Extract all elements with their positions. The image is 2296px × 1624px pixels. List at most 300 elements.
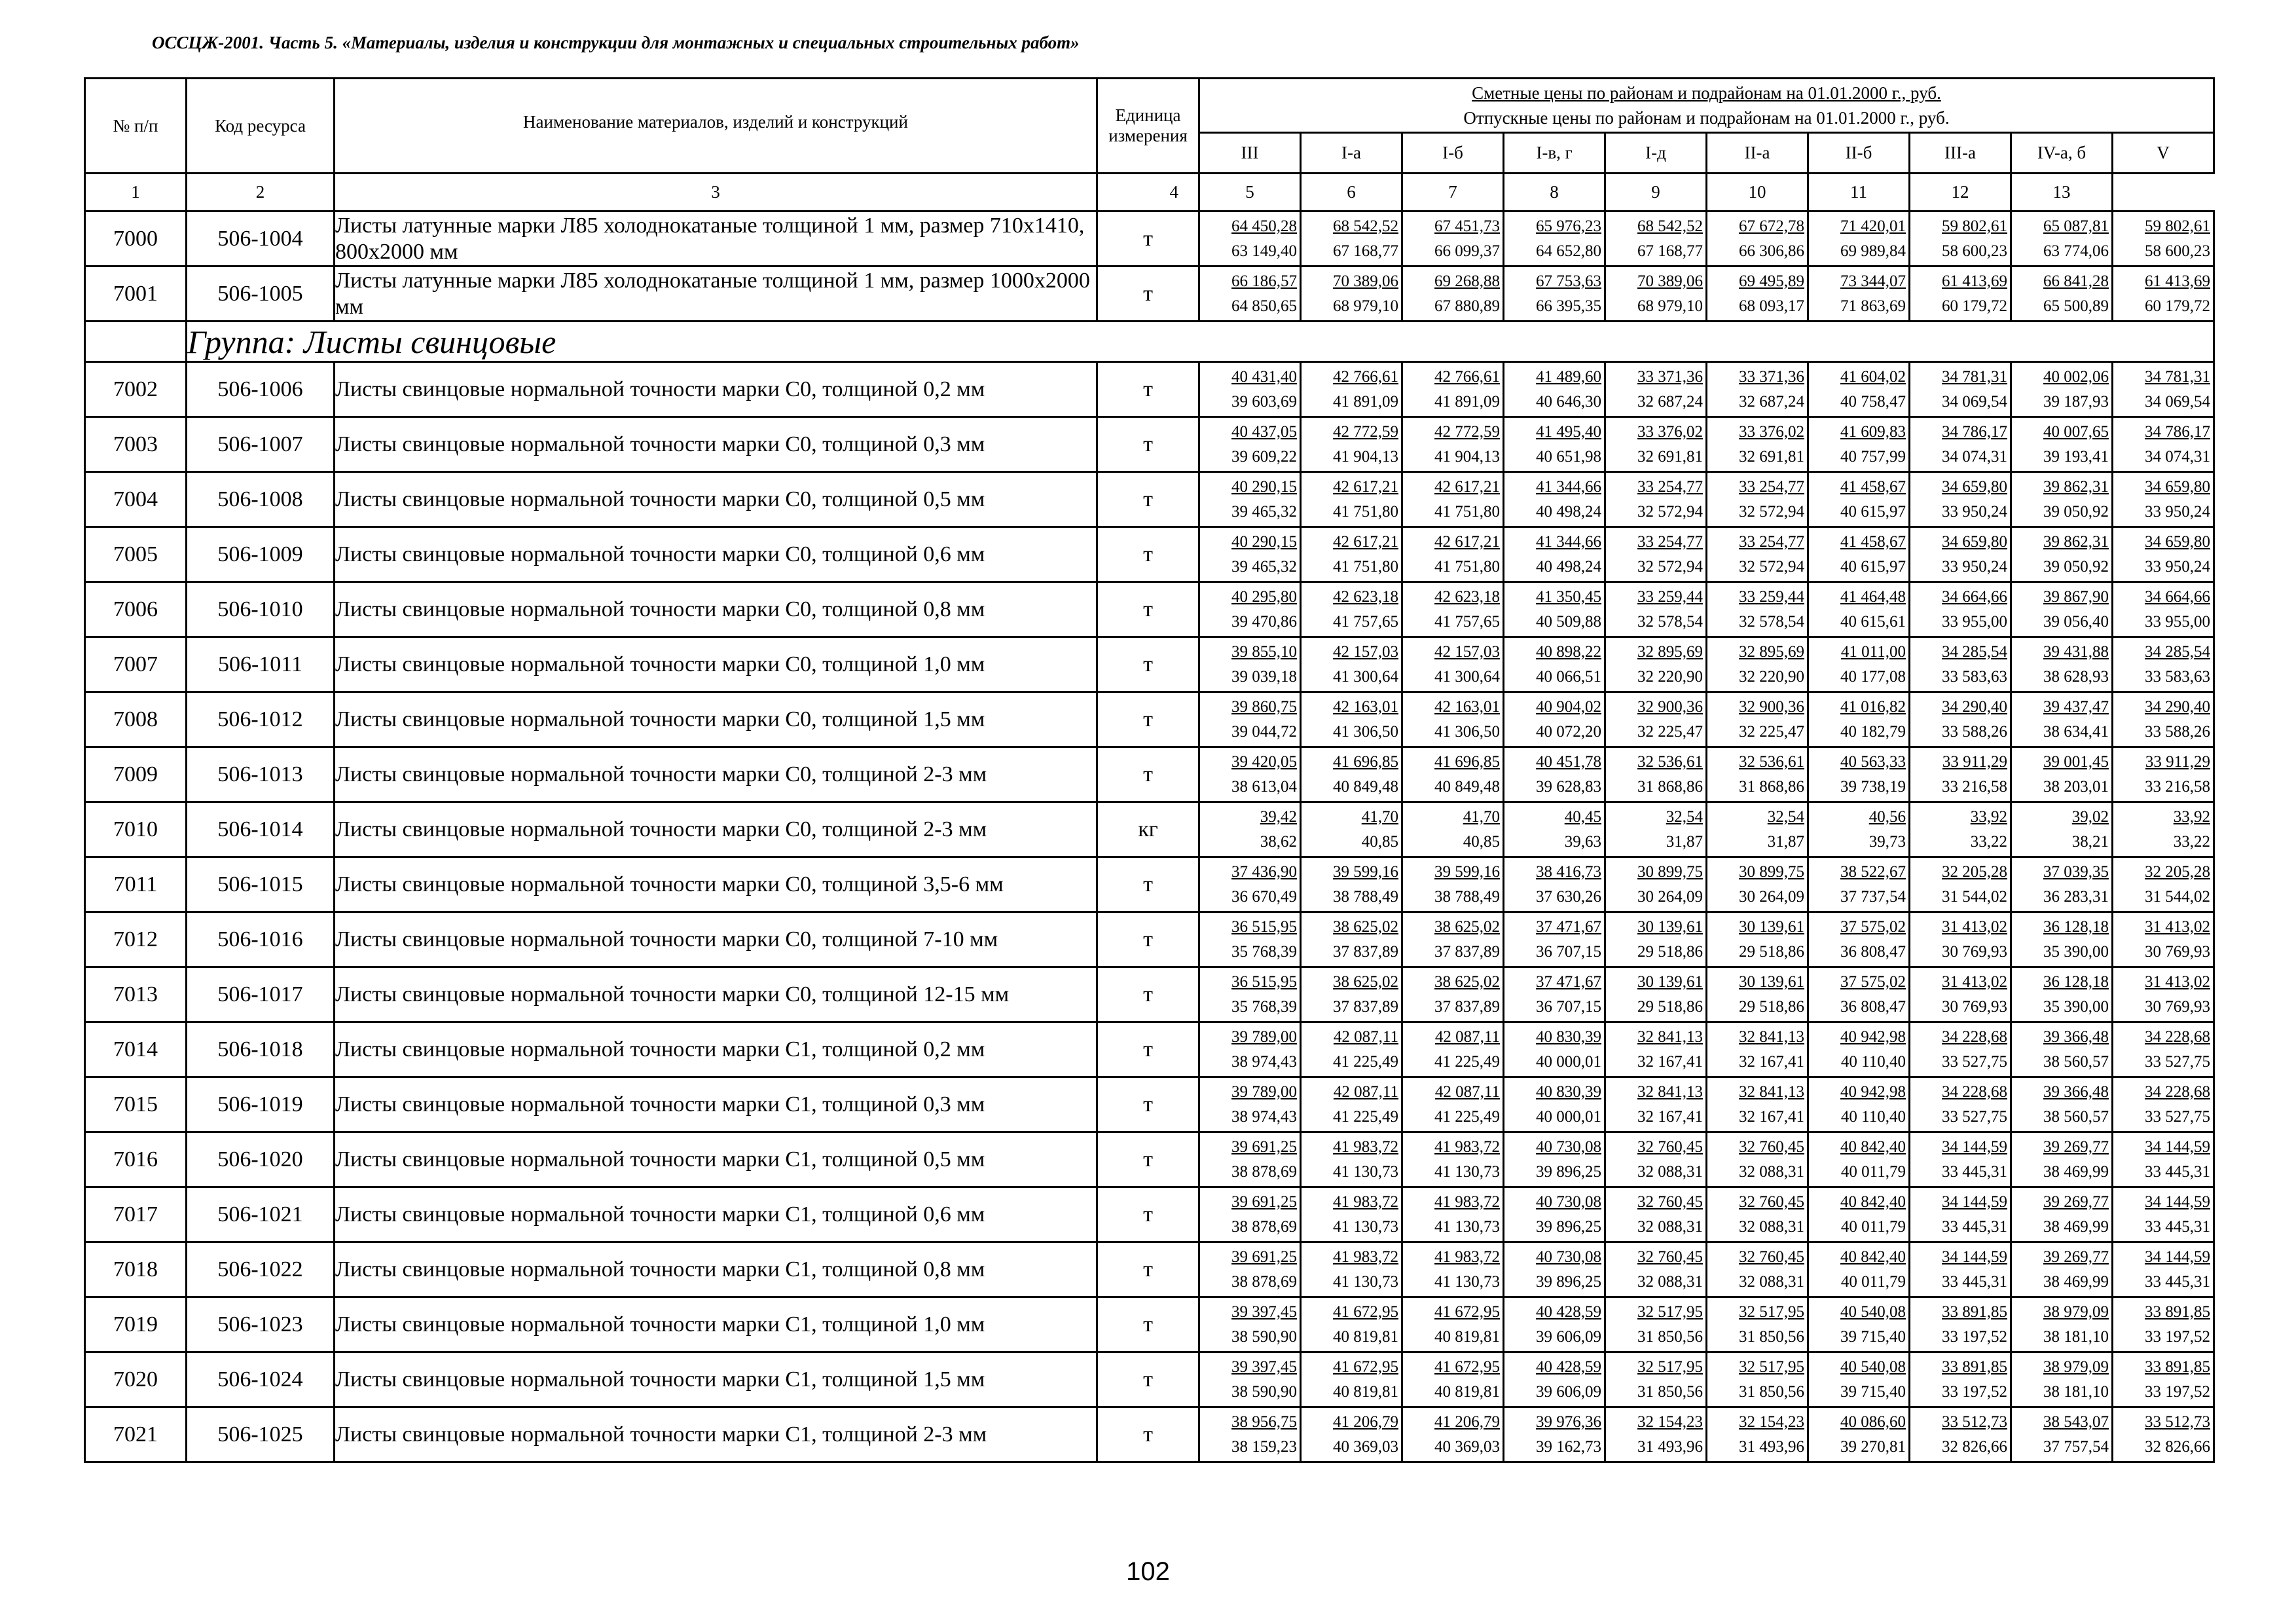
price-cell bbox=[1301, 967, 1402, 1022]
col-header-code: Код ресурса bbox=[187, 79, 335, 174]
estimate-price: 42 623,18 bbox=[1434, 587, 1500, 606]
release-price: 32 572,94 bbox=[1637, 557, 1703, 576]
resource-code: 506-1012 bbox=[187, 692, 335, 747]
estimate-price: 40 904,02 bbox=[1536, 697, 1601, 716]
release-price: 40 819,81 bbox=[1333, 1327, 1398, 1346]
estimate-price: 42 087,11 bbox=[1434, 1027, 1500, 1046]
estimate-price: 71 420,01 bbox=[1840, 217, 1906, 235]
estimate-price: 32 536,61 bbox=[1739, 752, 1804, 771]
release-price: 41 306,50 bbox=[1333, 722, 1398, 741]
release-price: 33 527,75 bbox=[2145, 1107, 2210, 1126]
release-price: 71 863,69 bbox=[1840, 297, 1906, 315]
price-cell bbox=[1301, 472, 1402, 527]
price-cell bbox=[1605, 857, 1707, 912]
price-cell bbox=[1605, 267, 1707, 322]
estimate-price: 39 855,10 bbox=[1231, 642, 1297, 661]
estimate-price: 31 413,02 bbox=[1942, 972, 2007, 991]
release-price: 33 527,75 bbox=[1942, 1107, 2007, 1126]
price-cell bbox=[2011, 692, 2113, 747]
unit-cell: т bbox=[1097, 857, 1199, 912]
release-price: 40 849,48 bbox=[1434, 777, 1500, 796]
release-price: 67 168,77 bbox=[1333, 242, 1398, 260]
estimate-price: 33 512,73 bbox=[1942, 1412, 2007, 1431]
estimate-price: 41 983,72 bbox=[1333, 1247, 1398, 1266]
region-header: I-в, г bbox=[1504, 133, 1605, 174]
price-cell bbox=[1910, 1352, 2011, 1407]
price-cell bbox=[1199, 1352, 1301, 1407]
row-number: 7015 bbox=[85, 1077, 187, 1132]
price-cell bbox=[1199, 267, 1301, 322]
unit-cell: т bbox=[1097, 472, 1199, 527]
estimate-price: 40 540,08 bbox=[1840, 1357, 1906, 1376]
release-price: 37 837,89 bbox=[1333, 997, 1398, 1016]
price-cell bbox=[1707, 967, 1808, 1022]
release-price: 41 130,73 bbox=[1333, 1162, 1398, 1181]
unit-cell: т bbox=[1097, 1187, 1199, 1242]
price-cell bbox=[2113, 527, 2214, 582]
row-number: 7012 bbox=[85, 912, 187, 967]
price-cell bbox=[1301, 802, 1402, 857]
release-price: 38 560,57 bbox=[2043, 1052, 2109, 1071]
table-row bbox=[85, 1242, 2214, 1297]
material-name: Листы свинцовые нормальной точности марки С0, толщиной 7-10 мм bbox=[335, 912, 1097, 967]
column-index: 6 bbox=[1301, 174, 1402, 212]
estimate-price: 40 730,08 bbox=[1536, 1192, 1601, 1211]
price-cell bbox=[1402, 212, 1504, 267]
estimate-price: 37 039,35 bbox=[2043, 862, 2109, 881]
estimate-price: 39 269,77 bbox=[2043, 1192, 2109, 1211]
estimate-price: 39 420,05 bbox=[1231, 752, 1297, 771]
release-price: 40 177,08 bbox=[1840, 667, 1906, 686]
release-price: 32 572,94 bbox=[1739, 557, 1804, 576]
estimate-price: 34 228,68 bbox=[2145, 1027, 2210, 1046]
material-name: Листы свинцовые нормальной точности марки С0, толщиной 2-3 мм bbox=[335, 802, 1097, 857]
price-cell bbox=[2011, 912, 2113, 967]
resource-code: 506-1020 bbox=[187, 1132, 335, 1187]
price-cell bbox=[2011, 1022, 2113, 1077]
price-cell bbox=[1808, 527, 1910, 582]
release-price: 38,21 bbox=[2071, 832, 2109, 851]
price-cell bbox=[1402, 857, 1504, 912]
price-cell bbox=[1910, 1407, 2011, 1462]
unit-cell: т bbox=[1097, 1352, 1199, 1407]
estimate-price: 32 841,13 bbox=[1637, 1082, 1703, 1101]
row-number: 7009 bbox=[85, 747, 187, 802]
release-price: 40 110,40 bbox=[1840, 1052, 1906, 1071]
estimate-price: 32 760,45 bbox=[1739, 1192, 1804, 1211]
release-price: 33 197,52 bbox=[2145, 1382, 2210, 1401]
price-cell bbox=[1402, 417, 1504, 472]
release-price: 32 167,41 bbox=[1739, 1052, 1804, 1071]
unit-cell: т bbox=[1097, 1407, 1199, 1462]
table-body bbox=[85, 212, 2214, 1462]
release-price: 33 527,75 bbox=[1942, 1052, 2007, 1071]
release-price: 33 955,00 bbox=[2145, 612, 2210, 631]
estimate-price: 40,56 bbox=[1868, 807, 1906, 826]
table-row bbox=[85, 417, 2214, 472]
estimate-price: 31 413,02 bbox=[2145, 917, 2210, 936]
unit-cell: т bbox=[1097, 967, 1199, 1022]
release-price: 40 758,47 bbox=[1840, 392, 1906, 411]
estimate-price: 39 437,47 bbox=[2043, 697, 2109, 716]
unit-cell: т bbox=[1097, 267, 1199, 322]
price-cell bbox=[1504, 212, 1605, 267]
estimate-price: 33,92 bbox=[1970, 807, 2007, 826]
release-price: 65 500,89 bbox=[2043, 297, 2109, 315]
release-price: 40 509,88 bbox=[1536, 612, 1601, 631]
price-cell bbox=[1504, 637, 1605, 692]
price-cell bbox=[1707, 1242, 1808, 1297]
estimate-price: 40 842,40 bbox=[1840, 1192, 1906, 1211]
material-name: Листы свинцовые нормальной точности марки С1, толщиной 1,0 мм bbox=[335, 1297, 1097, 1352]
release-price: 41 904,13 bbox=[1333, 447, 1398, 466]
release-price: 41 225,49 bbox=[1333, 1052, 1398, 1071]
release-price: 39 187,93 bbox=[2043, 392, 2109, 411]
estimate-price: 40 290,15 bbox=[1231, 532, 1297, 551]
price-cell bbox=[1605, 1077, 1707, 1132]
price-cell bbox=[1707, 857, 1808, 912]
estimate-price: 32,54 bbox=[1666, 807, 1703, 826]
price-cell bbox=[1402, 1242, 1504, 1297]
price-cell bbox=[1707, 267, 1808, 322]
release-price: 39 050,92 bbox=[2043, 502, 2109, 521]
release-price: 38 590,90 bbox=[1231, 1382, 1297, 1401]
release-price: 66 395,35 bbox=[1536, 297, 1601, 315]
release-price: 38 469,99 bbox=[2043, 1272, 2109, 1291]
estimate-price: 32 517,95 bbox=[1739, 1302, 1804, 1321]
estimate-price: 34 781,31 bbox=[1942, 367, 2007, 386]
price-cell bbox=[1301, 1352, 1402, 1407]
estimate-price: 42 623,18 bbox=[1333, 587, 1398, 606]
price-cell bbox=[1707, 362, 1808, 417]
material-name: Листы свинцовые нормальной точности марки С1, толщиной 0,6 мм bbox=[335, 1187, 1097, 1242]
estimate-price: 34 144,59 bbox=[1942, 1137, 2007, 1156]
release-price: 30 264,09 bbox=[1637, 887, 1703, 906]
estimate-price: 33 376,02 bbox=[1637, 422, 1703, 441]
estimate-price: 32 517,95 bbox=[1637, 1302, 1703, 1321]
estimate-price: 38 543,07 bbox=[2043, 1412, 2109, 1431]
price-cell bbox=[1910, 802, 2011, 857]
release-price: 40 849,48 bbox=[1333, 777, 1398, 796]
release-price: 33 445,31 bbox=[2145, 1217, 2210, 1236]
price-cell bbox=[2113, 857, 2214, 912]
release-price: 40 182,79 bbox=[1840, 722, 1906, 741]
estimate-price: 42 617,21 bbox=[1333, 532, 1398, 551]
price-cell bbox=[2011, 1352, 2113, 1407]
estimate-price: 33 254,77 bbox=[1637, 532, 1703, 551]
price-cell bbox=[1402, 1352, 1504, 1407]
release-price: 30 769,93 bbox=[2145, 997, 2210, 1016]
region-header: I-д bbox=[1605, 133, 1707, 174]
price-cell bbox=[1707, 637, 1808, 692]
table-row bbox=[85, 362, 2214, 417]
price-title-estimate: Сметные цены по районам и подрайонам на 01.01.2000 г., руб. bbox=[1472, 83, 1941, 103]
row-number: 7004 bbox=[85, 472, 187, 527]
estimate-price: 37 575,02 bbox=[1840, 972, 1906, 991]
release-price: 38 560,57 bbox=[2043, 1107, 2109, 1126]
row-number: 7013 bbox=[85, 967, 187, 1022]
estimate-price: 33 911,29 bbox=[1942, 752, 2007, 771]
price-cell bbox=[1402, 637, 1504, 692]
release-price: 31 850,56 bbox=[1637, 1382, 1703, 1401]
release-price: 41 225,49 bbox=[1434, 1052, 1500, 1071]
estimate-price: 41 983,72 bbox=[1434, 1137, 1500, 1156]
price-cell bbox=[1707, 802, 1808, 857]
price-cell bbox=[1402, 1407, 1504, 1462]
price-cell bbox=[1910, 417, 2011, 472]
price-cell bbox=[1808, 1242, 1910, 1297]
estimate-price: 40 086,60 bbox=[1840, 1412, 1906, 1431]
estimate-price: 41 206,79 bbox=[1434, 1412, 1500, 1431]
release-price: 32 088,31 bbox=[1637, 1162, 1703, 1181]
price-cell bbox=[2113, 212, 2214, 267]
release-price: 39 606,09 bbox=[1536, 1327, 1601, 1346]
estimate-price: 39 860,75 bbox=[1231, 697, 1297, 716]
estimate-price: 34 659,80 bbox=[1942, 532, 2007, 551]
estimate-price: 40 898,22 bbox=[1536, 642, 1601, 661]
price-cell bbox=[2113, 362, 2214, 417]
price-cell bbox=[2011, 527, 2113, 582]
estimate-price: 32 841,13 bbox=[1637, 1027, 1703, 1046]
release-price: 40 498,24 bbox=[1536, 557, 1601, 576]
estimate-price: 33,92 bbox=[2173, 807, 2210, 826]
release-price: 69 989,84 bbox=[1840, 242, 1906, 260]
row-number: 7014 bbox=[85, 1022, 187, 1077]
estimate-price: 33 254,77 bbox=[1739, 532, 1804, 551]
price-cell bbox=[1504, 1242, 1605, 1297]
release-price: 31 868,86 bbox=[1739, 777, 1804, 796]
estimate-price: 65 976,23 bbox=[1536, 217, 1601, 235]
estimate-price: 67 672,78 bbox=[1739, 217, 1804, 235]
estimate-price: 32 760,45 bbox=[1637, 1137, 1703, 1156]
estimate-price: 40 563,33 bbox=[1840, 752, 1906, 771]
region-header: V bbox=[2113, 133, 2214, 174]
estimate-price: 39 269,77 bbox=[2043, 1137, 2109, 1156]
estimate-price: 40 730,08 bbox=[1536, 1137, 1601, 1156]
price-cell bbox=[2011, 1407, 2113, 1462]
estimate-price: 42 766,61 bbox=[1333, 367, 1398, 386]
release-price: 40 646,30 bbox=[1536, 392, 1601, 411]
price-cell bbox=[1504, 1187, 1605, 1242]
estimate-price: 42 157,03 bbox=[1333, 642, 1398, 661]
table-row bbox=[85, 1352, 2214, 1407]
region-header: III bbox=[1199, 133, 1301, 174]
release-price: 32 826,66 bbox=[2145, 1437, 2210, 1456]
estimate-price: 34 144,59 bbox=[2145, 1192, 2210, 1211]
estimate-price: 39 976,36 bbox=[1536, 1412, 1601, 1431]
estimate-price: 41,70 bbox=[1463, 807, 1500, 826]
estimate-price: 65 087,81 bbox=[2043, 217, 2109, 235]
table-row bbox=[85, 267, 2214, 322]
estimate-price: 69 268,88 bbox=[1434, 272, 1500, 290]
estimate-price: 41 458,67 bbox=[1840, 477, 1906, 496]
estimate-price: 30 139,61 bbox=[1637, 917, 1703, 936]
estimate-price: 32 154,23 bbox=[1637, 1412, 1703, 1431]
release-price: 32 225,47 bbox=[1637, 722, 1703, 741]
price-cell bbox=[1199, 637, 1301, 692]
estimate-price: 36 515,95 bbox=[1231, 917, 1297, 936]
release-price: 35 390,00 bbox=[2043, 942, 2109, 961]
release-price: 32 088,31 bbox=[1739, 1217, 1804, 1236]
estimate-price: 32 517,95 bbox=[1637, 1357, 1703, 1376]
estimate-price: 41 983,72 bbox=[1333, 1137, 1398, 1156]
unit-cell: т bbox=[1097, 747, 1199, 802]
estimate-price: 42 087,11 bbox=[1333, 1027, 1398, 1046]
estimate-price: 30 899,75 bbox=[1739, 862, 1804, 881]
release-price: 37 837,89 bbox=[1333, 942, 1398, 961]
document-header: ОССЦЖ-2001. Часть 5. «Материалы, изделия и конструкции для монтажных и специальных строительных работ» bbox=[152, 33, 1080, 52]
price-cell bbox=[1301, 1187, 1402, 1242]
resource-code: 506-1008 bbox=[187, 472, 335, 527]
row-number: 7005 bbox=[85, 527, 187, 582]
estimate-price: 38 625,02 bbox=[1434, 917, 1500, 936]
release-price: 41 751,80 bbox=[1434, 502, 1500, 521]
estimate-price: 38 979,09 bbox=[2043, 1302, 2109, 1321]
estimate-price: 39,02 bbox=[2071, 807, 2109, 826]
estimate-price: 32 895,69 bbox=[1637, 642, 1703, 661]
price-cell bbox=[1605, 527, 1707, 582]
release-price: 64 652,80 bbox=[1536, 242, 1601, 260]
row-number: 7010 bbox=[85, 802, 187, 857]
row-number: 7006 bbox=[85, 582, 187, 637]
unit-cell: т bbox=[1097, 527, 1199, 582]
row-number: 7002 bbox=[85, 362, 187, 417]
estimate-price: 39 691,25 bbox=[1231, 1247, 1297, 1266]
estimate-price: 34 144,59 bbox=[1942, 1247, 2007, 1266]
price-cell bbox=[2011, 1077, 2113, 1132]
estimate-price: 68 542,52 bbox=[1637, 217, 1703, 235]
release-price: 67 168,77 bbox=[1637, 242, 1703, 260]
estimate-price: 33 371,36 bbox=[1637, 367, 1703, 386]
price-cell bbox=[1605, 1022, 1707, 1077]
price-cell bbox=[1199, 362, 1301, 417]
price-cell bbox=[1402, 1132, 1504, 1187]
release-price: 39 056,40 bbox=[2043, 612, 2109, 631]
table-row bbox=[85, 1297, 2214, 1352]
price-cell bbox=[1808, 692, 1910, 747]
price-cell bbox=[1808, 1132, 1910, 1187]
estimate-price: 36 128,18 bbox=[2043, 972, 2109, 991]
price-cell bbox=[2113, 1352, 2214, 1407]
estimate-price: 41 983,72 bbox=[1434, 1247, 1500, 1266]
price-cell bbox=[2113, 747, 2214, 802]
price-cell bbox=[1605, 582, 1707, 637]
estimate-price: 40 007,65 bbox=[2043, 422, 2109, 441]
estimate-price: 41 458,67 bbox=[1840, 532, 1906, 551]
price-cell bbox=[1707, 692, 1808, 747]
release-price: 32 088,31 bbox=[1637, 1217, 1703, 1236]
price-cell bbox=[1199, 1022, 1301, 1077]
table-row bbox=[85, 582, 2214, 637]
estimate-price: 42 157,03 bbox=[1434, 642, 1500, 661]
price-cell bbox=[1504, 1077, 1605, 1132]
estimate-price: 34 781,31 bbox=[2145, 367, 2210, 386]
price-cell bbox=[1605, 1297, 1707, 1352]
unit-cell: т bbox=[1097, 362, 1199, 417]
release-price: 33 950,24 bbox=[1942, 557, 2007, 576]
price-cell bbox=[1402, 967, 1504, 1022]
release-price: 40 615,61 bbox=[1840, 612, 1906, 631]
price-cell bbox=[1808, 1187, 1910, 1242]
estimate-price: 42 087,11 bbox=[1434, 1082, 1500, 1101]
price-cell bbox=[2011, 1187, 2113, 1242]
price-cell bbox=[1301, 1077, 1402, 1132]
estimate-price: 42 617,21 bbox=[1333, 477, 1398, 496]
release-price: 38 613,04 bbox=[1231, 777, 1297, 796]
release-price: 30 769,93 bbox=[2145, 942, 2210, 961]
price-cell bbox=[1504, 1022, 1605, 1077]
price-cell bbox=[1199, 1297, 1301, 1352]
price-title-release: Отпускные цены по районам и подрайонам на 01.01.2000 г., руб. bbox=[1463, 108, 1950, 128]
material-name: Листы свинцовые нормальной точности марки С0, толщиной 0,6 мм bbox=[335, 527, 1097, 582]
release-price: 38 628,93 bbox=[2043, 667, 2109, 686]
estimate-price: 41 495,40 bbox=[1536, 422, 1601, 441]
price-cell bbox=[1199, 472, 1301, 527]
table-row bbox=[85, 212, 2214, 267]
release-price: 31 868,86 bbox=[1637, 777, 1703, 796]
price-cell bbox=[1301, 1022, 1402, 1077]
price-cell bbox=[1402, 267, 1504, 322]
release-price: 40 000,01 bbox=[1536, 1107, 1601, 1126]
price-cell bbox=[1199, 1077, 1301, 1132]
estimate-price: 41 672,95 bbox=[1333, 1357, 1398, 1376]
estimate-price: 39 366,48 bbox=[2043, 1027, 2109, 1046]
price-cell bbox=[1199, 212, 1301, 267]
price-cell bbox=[1910, 747, 2011, 802]
release-price: 40 819,81 bbox=[1333, 1382, 1398, 1401]
estimate-price: 39 599,16 bbox=[1434, 862, 1500, 881]
estimate-price: 42 617,21 bbox=[1434, 532, 1500, 551]
release-price: 31 544,02 bbox=[2145, 887, 2210, 906]
release-price: 38 203,01 bbox=[2043, 777, 2109, 796]
release-price: 33 445,31 bbox=[1942, 1162, 2007, 1181]
release-price: 60 179,72 bbox=[2145, 297, 2210, 315]
estimate-price: 33 891,85 bbox=[2145, 1357, 2210, 1376]
price-cell bbox=[2113, 1077, 2214, 1132]
release-price: 36 707,15 bbox=[1536, 997, 1601, 1016]
estimate-price: 34 144,59 bbox=[2145, 1247, 2210, 1266]
release-price: 41 891,09 bbox=[1434, 392, 1500, 411]
price-cell bbox=[1605, 967, 1707, 1022]
price-cell bbox=[1504, 912, 1605, 967]
price-cell bbox=[2011, 802, 2113, 857]
estimate-price: 39 789,00 bbox=[1231, 1082, 1297, 1101]
release-price: 31 850,56 bbox=[1739, 1327, 1804, 1346]
estimate-price: 38 956,75 bbox=[1231, 1412, 1297, 1431]
release-price: 32 167,41 bbox=[1637, 1107, 1703, 1126]
release-price: 38 590,90 bbox=[1231, 1327, 1297, 1346]
release-price: 39 609,22 bbox=[1231, 447, 1297, 466]
price-cell bbox=[1301, 637, 1402, 692]
price-cell bbox=[1605, 472, 1707, 527]
estimate-price: 41 016,82 bbox=[1840, 697, 1906, 716]
release-price: 32 088,31 bbox=[1637, 1272, 1703, 1291]
release-price: 40 819,81 bbox=[1434, 1327, 1500, 1346]
price-cell bbox=[1605, 1407, 1707, 1462]
release-price: 58 600,23 bbox=[2145, 242, 2210, 260]
release-price: 41 130,73 bbox=[1333, 1272, 1398, 1291]
release-price: 32 088,31 bbox=[1739, 1272, 1804, 1291]
release-price: 38 181,10 bbox=[2043, 1327, 2109, 1346]
unit-cell: т bbox=[1097, 1132, 1199, 1187]
estimate-price: 41 344,66 bbox=[1536, 477, 1601, 496]
release-price: 39 738,19 bbox=[1840, 777, 1906, 796]
price-cell bbox=[1301, 912, 1402, 967]
release-price: 33 955,00 bbox=[1942, 612, 2007, 631]
release-price: 40 072,20 bbox=[1536, 722, 1601, 741]
material-name: Листы латунные марки Л85 холоднокатаные толщиной 1 мм, размер 710х1410, 800х2000 мм bbox=[335, 212, 1097, 267]
release-price: 40 011,79 bbox=[1840, 1272, 1906, 1291]
